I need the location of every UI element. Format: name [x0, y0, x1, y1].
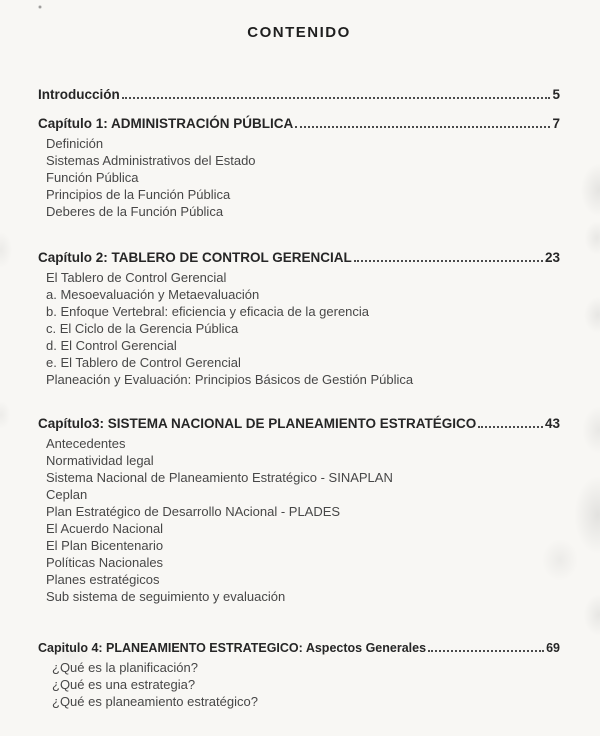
toc-item: ¿Qué es planeamiento estratégico?: [52, 694, 258, 709]
toc-item: Políticas Nacionales: [46, 555, 164, 570]
toc-group: [38, 641, 560, 710]
toc-group: [38, 87, 560, 102]
toc-item: Deberes de la Función Pública: [46, 204, 224, 219]
toc-page-number: 43: [544, 416, 560, 431]
toc-group: [38, 416, 560, 605]
toc-item: e. El Tablero de Control Gerencial: [46, 355, 241, 370]
toc-heading: [38, 641, 560, 655]
dotted-leader: [122, 87, 551, 99]
toc-page-number: 5: [552, 87, 560, 102]
toc-heading-label: Capítulo3: SISTEMA NACIONAL DE PLANEAMIENTO ESTRATÉGICO: [38, 416, 477, 431]
toc-page-number: 23: [544, 250, 560, 265]
toc-items: [38, 435, 560, 605]
toc-group: [38, 250, 560, 388]
toc-item: Planeación y Evaluación: Principios Básicos de Gestión Pública: [46, 372, 414, 387]
toc-item: Sistemas Administrativos del Estado: [46, 153, 256, 168]
toc-item: a. Mesoevaluación y Metaevaluación: [46, 287, 260, 302]
toc-item: Plan Estratégico de Desarrollo NAcional - PLADES: [46, 504, 341, 519]
toc-item: Sub sistema de seguimiento y evaluación: [46, 589, 286, 604]
toc-item: Antecedentes: [46, 436, 126, 451]
toc-heading-label: Capítulo 1: ADMINISTRACIÓN PÚBLICA: [38, 116, 294, 131]
toc-group: [38, 116, 560, 220]
toc-item: d. El Control Gerencial: [46, 338, 177, 353]
toc-item: Ceplan: [46, 487, 88, 502]
dotted-leader: [478, 416, 543, 428]
toc-item: Principios de la Función Pública: [46, 187, 231, 202]
toc-item: El Tablero de Control Gerencial: [46, 270, 227, 285]
toc-items: [38, 659, 560, 710]
toc-item: Normatividad legal: [46, 453, 154, 468]
toc-heading-label: Capítulo 2: TABLERO DE CONTROL GERENCIAL: [38, 250, 352, 265]
toc: [38, 87, 560, 710]
toc-heading: [38, 416, 560, 431]
toc-heading-label: Capitulo 4: PLANEAMIENTO ESTRATEGICO: Aspectos Generales: [38, 641, 427, 655]
toc-items: [38, 135, 560, 220]
page-title: CONTENIDO: [247, 24, 351, 41]
toc-heading: [38, 116, 560, 131]
toc-items: [38, 269, 560, 388]
toc-item: Sistema Nacional de Planeamiento Estratégico - SINAPLAN: [46, 470, 393, 485]
toc-page-number: 7: [552, 116, 560, 131]
toc-item: El Plan Bicentenario: [46, 538, 164, 553]
dotted-leader: [428, 641, 544, 652]
toc-item: Definición: [46, 136, 104, 151]
toc-item: El Acuerdo Nacional: [46, 521, 164, 536]
dotted-leader: [354, 250, 543, 262]
dotted-leader: [295, 116, 550, 128]
toc-item: Función Pública: [46, 170, 139, 185]
toc-item: ¿Qué es una estrategia?: [52, 677, 196, 692]
toc-heading-label: Introducción: [38, 87, 120, 102]
toc-page-number: 69: [546, 641, 560, 655]
toc-heading: [38, 250, 560, 265]
toc-item: c. El Ciclo de la Gerencia Pública: [46, 321, 239, 336]
toc-item: b. Enfoque Vertebral: eficiencia y eficacia de la gerencia: [46, 304, 370, 319]
toc-item: Planes estratégicos: [46, 572, 160, 587]
toc-heading: [38, 87, 560, 102]
toc-item: ¿Qué es la planificación?: [52, 660, 198, 675]
